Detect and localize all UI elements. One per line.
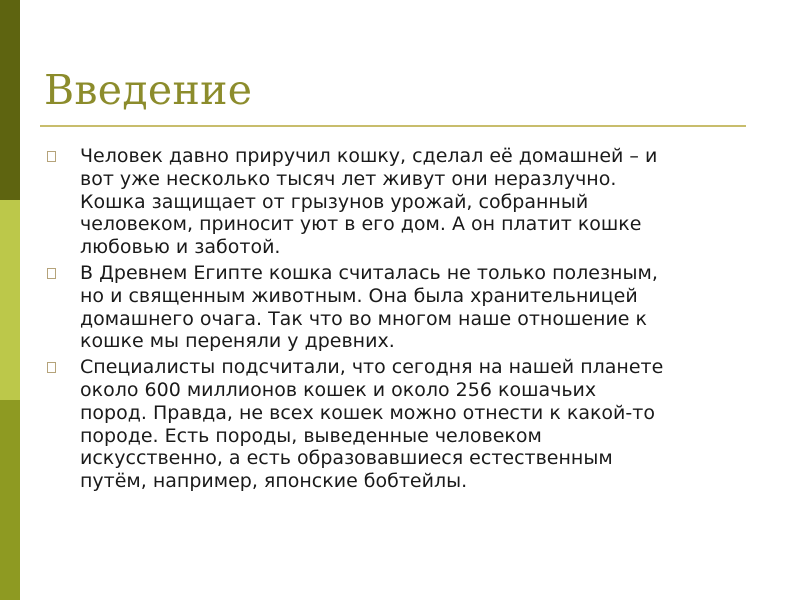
bullet-item: [47, 145, 767, 259]
text-line: человеком, приносит уют в его дом. А он платит кошке: [80, 213, 642, 236]
text-line: кошке мы переняли у древних.: [80, 330, 395, 353]
bullet-list: [47, 145, 767, 496]
title-underline: [40, 125, 746, 127]
text-line: Кошка защищает от грызунов урожай, собранный: [80, 190, 589, 213]
bullet-text: [80, 356, 767, 493]
slide-title: Введение: [44, 66, 253, 114]
text-line: В Древнем Египте кошка считалась не только полезным,: [80, 261, 658, 284]
bullet-icon: [47, 151, 56, 162]
text-line: пород. Правда, не всех кошек можно отнести к какой-то: [80, 401, 655, 424]
bullet-item: [47, 356, 767, 493]
text-line: путём, например, японские бобтейлы.: [80, 470, 468, 493]
side-bar-segment-bottom: [0, 400, 20, 600]
bullet-icon: [47, 362, 56, 373]
text-line: Человек давно приручил кошку, сделал её домашней – и: [80, 145, 658, 167]
bullet-item: [47, 262, 767, 353]
bullet-icon: [47, 268, 56, 279]
side-bar-segment-top: [0, 0, 20, 200]
text-line: домашнего очага. Так что во многом наше отношение к: [80, 307, 647, 330]
text-line: около 600 миллионов кошек и около 256 кошачьих: [80, 378, 597, 401]
text-line: породе. Есть породы, выведенные человеком: [80, 424, 542, 447]
text-line: вот уже несколько тысяч лет живут они неразлучно.: [80, 167, 617, 190]
text-line: искусственно, а есть образовавшиеся естественным: [80, 447, 613, 470]
side-accent-bar: [0, 0, 20, 600]
bullet-text: [80, 145, 767, 259]
text-line: но и священным животным. Она была хранительницей: [80, 284, 638, 307]
text-line: Специалисты подсчитали, что сегодня на нашей планете: [80, 356, 664, 379]
text-line: любовью и заботой.: [80, 236, 281, 259]
side-bar-segment-middle: [0, 200, 20, 400]
bullet-text: [80, 262, 767, 353]
